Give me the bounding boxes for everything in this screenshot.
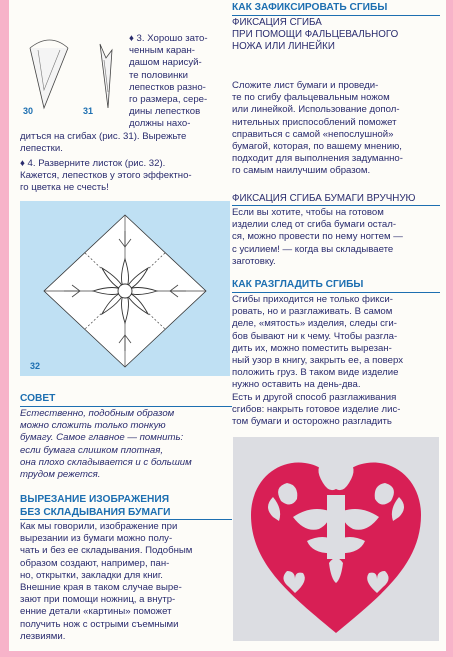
cutting-text <box>20 521 232 643</box>
step-4-text <box>20 158 232 195</box>
text-line: ровать, но и разглаживать. В самом <box>232 306 393 318</box>
text-line: ся, можно провести по нему ногтем — <box>232 231 403 243</box>
figure-32 <box>20 201 230 376</box>
cutting-rule <box>20 519 232 520</box>
paper-snowflake-drawing <box>20 201 230 376</box>
smooth-heading: КАК РАЗГЛАДИТЬ СГИБЫ <box>232 279 364 290</box>
text-line: те по сгибу фальцевальным ножом <box>232 92 390 104</box>
text-line: Как мы говорили, изображение при <box>20 521 178 532</box>
text-line: енние детали «картины» поможет <box>20 606 172 618</box>
text-line: но, открытки, закладки для книг. <box>20 569 163 581</box>
text-line: с усилием! — когда вы складываете <box>232 243 394 255</box>
page <box>9 0 446 651</box>
text-line: том бумаги и осторожно разгладить <box>232 416 392 428</box>
text-line: Сложите лист бумаги и проведи- <box>232 80 379 91</box>
text-line: зают при помощи ножниц, а внутр- <box>20 594 176 606</box>
text-line: Внешние края в таком случае выре- <box>20 582 182 594</box>
text-line: го самым наилучшим образом. <box>232 165 371 177</box>
tip-heading: СОВЕТ <box>20 393 56 404</box>
text-line: чать и без ее складывания. Подобным <box>20 545 193 557</box>
text-line: дашом нарисуй- <box>129 57 202 69</box>
subheading-line: ФИКСАЦИЯ СГИБА <box>232 17 322 28</box>
heart-cutout-photo <box>233 437 439 641</box>
text-line: го цветка не счесть! <box>20 182 109 194</box>
text-line: ченным каран- <box>129 45 195 57</box>
text-line: изделии след от сгиба бумаги остал- <box>232 219 397 231</box>
smooth-text <box>232 294 442 428</box>
text-line: Если вы хотите, чтобы на готовом <box>232 207 384 218</box>
text-line: бумагой, которая, по вашему мнению, <box>232 141 402 153</box>
tip-rule <box>20 406 232 407</box>
text-line: лезвиями. <box>20 630 66 642</box>
text-line: ♦ 3. Хорошо зато- <box>129 33 208 44</box>
cutting-heading <box>20 494 170 519</box>
step-3-text <box>129 33 229 131</box>
fix-rule <box>232 15 440 16</box>
text-line: подходит для выполнения задуманно- <box>232 153 403 165</box>
fix-subheading <box>232 17 398 54</box>
text-line: она плохо складывается и с большим <box>20 456 192 468</box>
fix-text <box>232 80 442 178</box>
text-line: если бумага слишком плотная, <box>20 444 163 456</box>
heading-line: БЕЗ СКЛАДЫВАНИЯ БУМАГИ <box>20 506 171 518</box>
text-line: го размера, сере- <box>129 94 208 106</box>
figure-31-label: 31 <box>83 106 94 116</box>
text-line: должны нахо- <box>129 118 191 130</box>
text-line: или линейкой. Использование допол- <box>232 104 400 116</box>
text-line: заготовку. <box>232 255 276 267</box>
figure-30-31 <box>20 30 124 122</box>
text-line: ный узор в книгу, закрыть ее, а поверх <box>232 355 404 367</box>
heading-line: ВЫРЕЗАНИЕ ИЗОБРАЖЕНИЯ <box>20 494 170 505</box>
text-line: справиться с самой «непослушной» <box>232 128 394 140</box>
heart-cutout-drawing <box>233 437 439 641</box>
text-line: дины лепестков <box>129 106 201 118</box>
text-line: Есть и другой способ разглаживания <box>232 391 397 403</box>
text-line: те половинки <box>129 69 188 81</box>
fix-heading: КАК ЗАФИКСИРОВАТЬ СГИБЫ <box>232 2 388 13</box>
text-line: можно сложить только тонкую <box>20 420 166 432</box>
step-3-tail: дитъся на сгибах (рис. 31). Вырежьте лепестки. <box>20 131 187 155</box>
text-line: Естественно, подобным образом <box>20 408 175 419</box>
folded-paper-drawing <box>20 30 124 122</box>
text-line: образом создают, например, пан- <box>20 557 170 569</box>
manual-heading: ФИКСАЦИЯ СГИБА БУМАГИ ВРУЧНУЮ <box>232 193 416 204</box>
subheading-line: НОЖА ИЛИ ЛИНЕЙКИ <box>232 41 335 53</box>
text-line: бумагу. Самое главное — помнить: <box>20 432 184 444</box>
smooth-rule <box>232 292 440 293</box>
text-line: дить их, можно поместить вырезан- <box>232 342 392 354</box>
text-line: Кажется, лепестков у этого эффектно- <box>20 170 192 182</box>
figure-30-label: 30 <box>23 106 34 116</box>
text-line: Сгибы приходится не только фикси- <box>232 294 393 305</box>
text-line: сгибов: накрыть готовое изделие лис- <box>232 403 401 415</box>
subheading-line: ПРИ ПОМОЩИ ФАЛЬЦЕВАЛЬНОГО <box>232 29 399 41</box>
text-line: трудом режется. <box>20 469 101 481</box>
tip-text <box>20 408 232 481</box>
text-line: нительных приспособлений поможет <box>232 116 397 128</box>
text-line: положить груз. В таком виде изделие <box>232 367 399 379</box>
manual-rule <box>232 205 440 206</box>
figure-32-label: 32 <box>30 361 41 371</box>
text-line: бов бывают ни к чему. Чтобы разгла- <box>232 330 398 342</box>
manual-text <box>232 207 442 268</box>
text-line: нужно оставить на день-два. <box>232 379 361 391</box>
text-line: вырезании из бумаги можно полу- <box>20 533 173 545</box>
text-line: деле, «мятость» изделия, следы сги- <box>232 318 397 330</box>
text-line: получить нож с острыми съемными <box>20 618 179 630</box>
text-line: лепестков разно- <box>129 81 206 93</box>
text-line: ♦ 4. Разверните листок (рис. 32). <box>20 158 166 169</box>
